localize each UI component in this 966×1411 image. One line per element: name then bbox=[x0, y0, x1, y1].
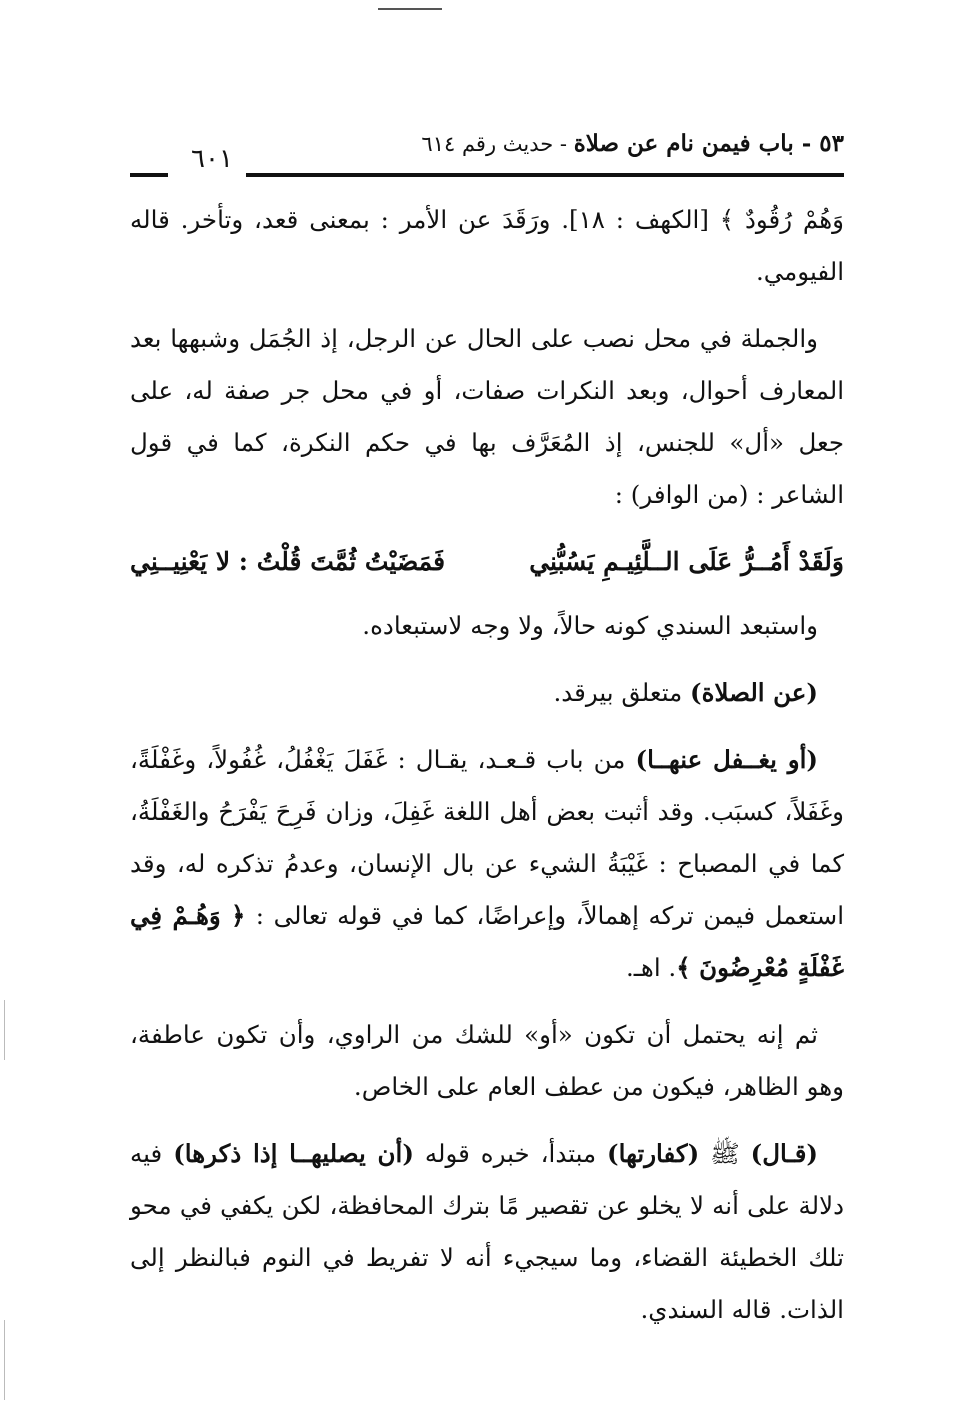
paragraph-text: واستبعد السندي كونه حالاً، ولا وجه لاستبعاده. bbox=[362, 611, 818, 640]
paragraph-text: متعلق بيرقد. bbox=[553, 678, 691, 707]
page-number-dash bbox=[130, 173, 168, 177]
paragraph bbox=[130, 600, 844, 652]
paragraph bbox=[130, 667, 844, 719]
chapter-title: ٥٣ - باب فيمن نام عن صلاة bbox=[573, 130, 844, 157]
verse-second-hemistich: فَمَضَيْتُ ثُمَّتَ قُلْتُ : لا يَعْنِيــنِي bbox=[130, 547, 446, 576]
paragraph-text: ثم إنه يحتمل أن تكون «أو» للشك من الراوي، وأن تكون عاطفة، وهو الظاهر، فيكون من عطف العام على الخاص. bbox=[130, 1020, 844, 1101]
lemma-term: (كفارتها) bbox=[607, 1139, 700, 1168]
paragraph bbox=[130, 194, 844, 298]
paragraph bbox=[130, 734, 844, 994]
paragraph bbox=[130, 1128, 844, 1336]
running-header bbox=[130, 128, 844, 188]
salutation-glyph: ﷺ bbox=[699, 1139, 751, 1168]
quran-quote: ﴿ وَهُـمْ فِي غَفْلَةٍ مُعْرِضُونَ ﴾ bbox=[130, 901, 844, 982]
paragraph bbox=[130, 313, 844, 521]
scan-edge-mark bbox=[4, 1000, 5, 1060]
body-text bbox=[130, 194, 844, 1351]
lemma-term: (عن الصلاة) bbox=[690, 678, 818, 707]
lemma-term: (قـال) bbox=[750, 1139, 818, 1168]
scan-top-mark bbox=[378, 8, 442, 10]
hadith-number: - حديث رقم ٦١٤ bbox=[421, 132, 574, 156]
header-rule bbox=[246, 173, 844, 177]
lemma-term: (أن يصليهــا إذا ذكرها) bbox=[173, 1139, 414, 1168]
paragraph bbox=[130, 1009, 844, 1113]
poetry-verse bbox=[130, 536, 844, 588]
paragraph-text: من باب قـعـد، يقـال : غَفَلَ يَغْفُلُ، غُفُولاً، وغَفْلَةً، وغَفَلاً، كسبَب. وقد أثبت بعض أهل اللغة غَفِلَ، وزان فَرِحَ يَفْرَحُ والغَفْلَةُ، كما في المصباح : غَيْبَةُ الشيء عن بال الإنسان، وعدمُ تذكره له، وقد استعمل فيمن تركه إهمالاً، وإعراضًا، كما في قوله تعالى : bbox=[130, 745, 845, 930]
paragraph-text: فيه دلالة على أنه لا يخلو عن تقصير مًا بترك المحافظة، لكن يكفي في محو تلك الخطيئة القضاء، وما سيجيء أنه لا تفريط في النوم فبالنظر إلى الذات. قاله السندي. bbox=[130, 1139, 844, 1324]
verse-first-hemistich: وَلَقَدْ أَمُــرُّ عَلَى الــلَّئِيـمِ يَسُبُّنِي bbox=[529, 547, 844, 576]
header-title bbox=[421, 130, 844, 157]
paragraph-text: والجملة في محل نصب على الحال عن الرجل، إذ الجُمَل وشبهها بعد المعارف أحوال، وبعد النكرات صفات، أو في محل جر صفة له، على جعل «أل» للجنس، إذ المُعَرَّف بها في حكم النكرة، كما في قول الشاعر : (من الوافر) : bbox=[130, 324, 844, 509]
paragraph-text: وَهُمْ رُقُودٌ ﴾ [الكهف : ١٨]. ورَقَدَ عن الأمر : بمعنى قعد، وتأخر. قاله الفيومي. bbox=[130, 205, 844, 286]
paragraph-text: مبتدأ، خبره قوله bbox=[413, 1139, 608, 1168]
lemma-term: (أو يغــفل عنهــا) bbox=[635, 745, 818, 774]
scan-edge-mark bbox=[4, 1320, 5, 1400]
paragraph-text: . اهـ. bbox=[625, 953, 677, 982]
page-number: ٦٠١ bbox=[191, 144, 233, 174]
